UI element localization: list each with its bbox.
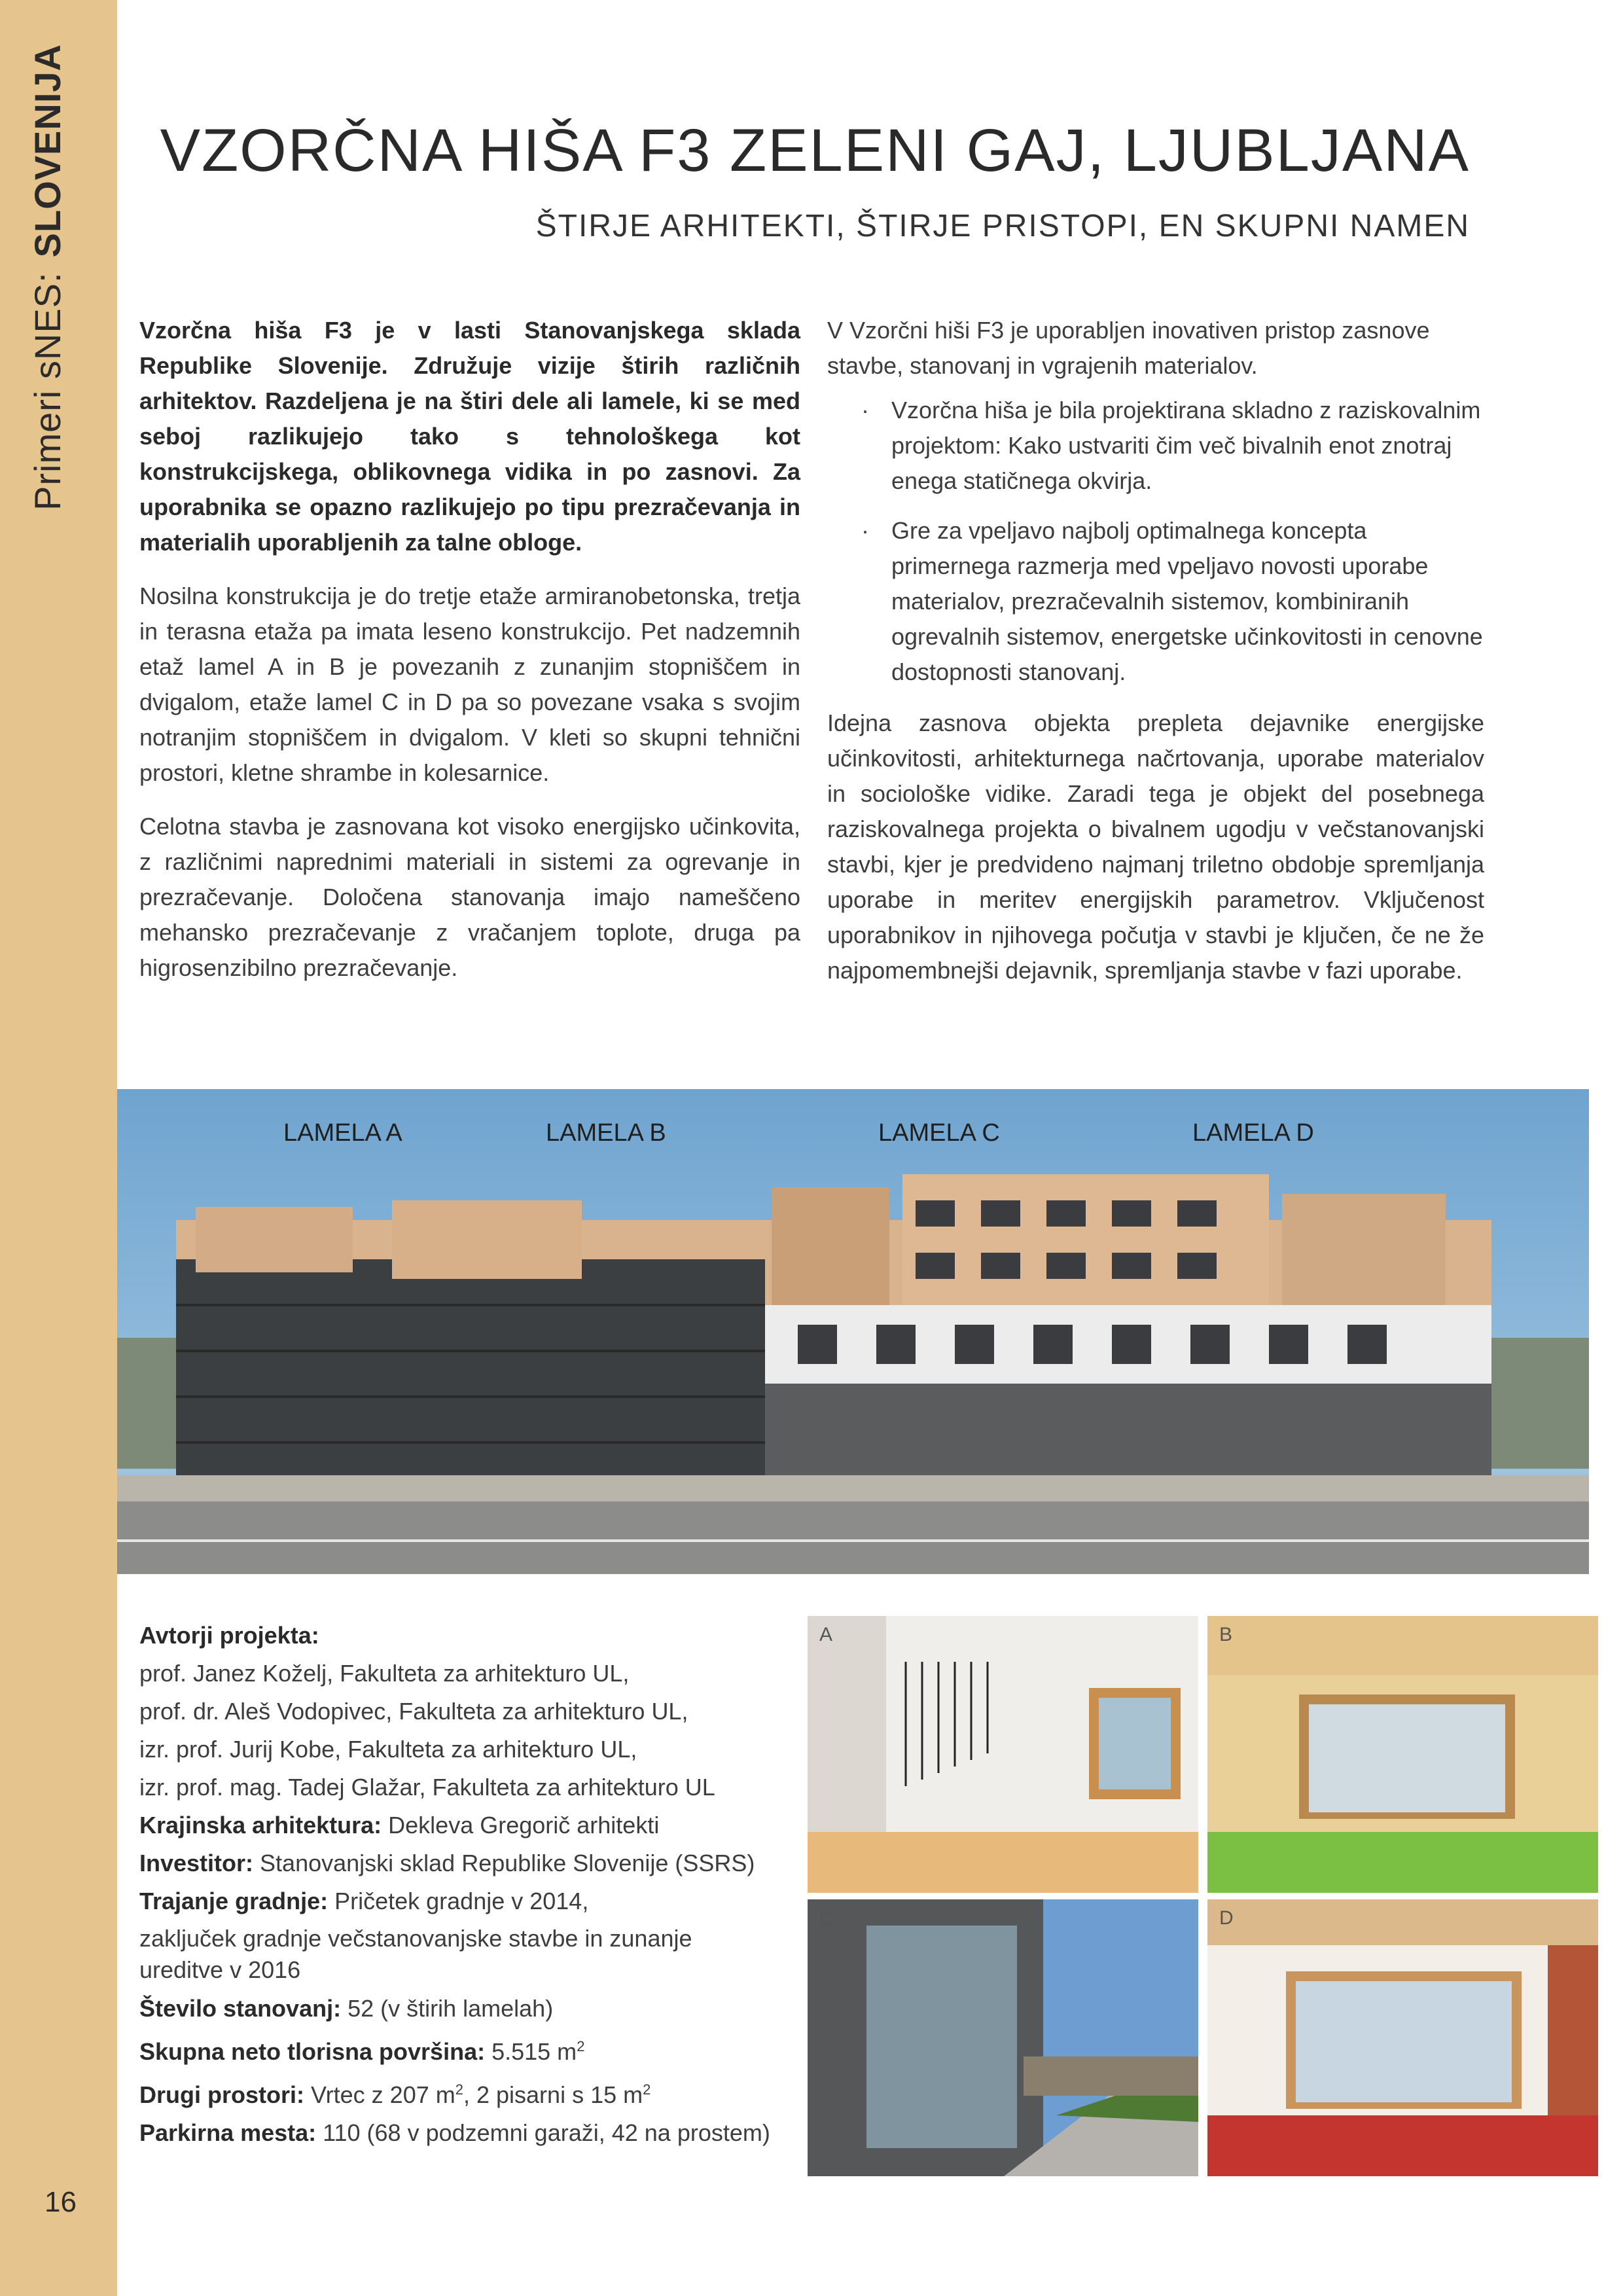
lead-paragraph: Vzorčna hiša F3 je v lasti Stanovanjskega sklada Republike Slovenije. Združuje vizije štirih različnih arhitektov. Razdeljena je na štiri dele ali lamele, ki se med seboj razlikujejo tako s tehnološkega kot konstrukcijskega, oblikovnega vidika in po zasnovi. Za uporabnika se opazno razlikujejo po tipu prezračevanja in materialih uporabljenih za talne obloge. — [139, 317, 800, 556]
other-value: Vrtec z 207 m — [304, 2081, 455, 2108]
authors-label: Avtorji projekta: — [139, 1622, 319, 1649]
bullet-icon: · — [861, 397, 869, 423]
thumb-letter: A — [819, 1624, 833, 1645]
author-line: izr. prof. mag. Tadej Glažar, Fakulteta za arhitekturo UL — [139, 1774, 715, 1801]
units-value: 52 (v štirih lamelah) — [341, 1995, 554, 2022]
author-line: prof. Janez Koželj, Fakulteta za arhitekturo UL, — [139, 1660, 630, 1687]
building-photo — [117, 1089, 1589, 1574]
bullet-text: Gre za vpeljavo najbolj optimalnega koncepta primernega razmerja med vpeljavo novosti uporabe materialov, prezračevalnih sistemov, kombiniranih ogrevalnih sistemov, energetske učinkovitosti in cenovne dostopnosti stanovanj. — [891, 517, 1483, 685]
area-unit-superscript: 2 — [577, 2038, 585, 2054]
landscape-value: Dekleva Gregorič arhitekti — [382, 1812, 660, 1839]
lamela-label: LAMELA A — [283, 1119, 402, 1147]
bullet-list — [827, 393, 1484, 690]
interior-photo-d — [1207, 1899, 1598, 2176]
thumb-letter: C — [819, 1907, 834, 1929]
interior-photo-a — [808, 1616, 1198, 1893]
other-unit-superscript: 2 — [455, 2081, 463, 2098]
interior-photo-b — [1207, 1616, 1598, 1893]
investor-value: Stanovanjski sklad Republike Slovenije (SSRS) — [253, 1850, 755, 1876]
duration-value: Pričetek gradnje v 2014, — [328, 1888, 589, 1914]
left-column — [139, 313, 800, 1004]
parking-label: Parkirna mesta: — [139, 2119, 317, 2146]
author-line: prof. dr. Aleš Vodopivec, Fakulteta za arhitekturo UL, — [139, 1698, 688, 1725]
page-number: 16 — [45, 2186, 77, 2218]
section-label-prefix: Primeri sNES: — [27, 272, 68, 511]
list-item — [827, 513, 1484, 690]
page-subtitle: ŠTIRJE ARHITEKTI, ŠTIRJE PRISTOPI, EN SKUPNI NAMEN — [535, 209, 1470, 243]
investor-label: Investitor: — [139, 1850, 254, 1876]
lamela-label: LAMELA B — [546, 1119, 666, 1147]
author-line: izr. prof. Jurij Kobe, Fakulteta za arhitekturo UL, — [139, 1736, 637, 1763]
lamela-label: LAMELA C — [878, 1119, 1000, 1147]
units-label: Število stanovanj: — [139, 1995, 342, 2022]
thumb-letter: B — [1219, 1624, 1233, 1645]
thumb-letter: D — [1219, 1907, 1234, 1929]
other-unit-superscript: 2 — [643, 2081, 651, 2098]
other-label: Drugi prostori: — [139, 2081, 304, 2108]
area-label: Skupna neto tlorisna površina: — [139, 2038, 486, 2065]
bullet-icon: · — [861, 517, 869, 544]
duration-line: zaključek gradnje večstanovanjske stavbe in zunanje — [139, 1925, 692, 1952]
duration-label: Trajanje gradnje: — [139, 1888, 329, 1914]
duration-line: ureditve v 2016 — [139, 1956, 301, 1983]
right-column — [827, 313, 1484, 1007]
energy-paragraph: Celotna stavba je zasnovana kot visoko energijsko učinkovita, z različnimi naprednimi materiali in sistemi za ogrevanje in prezračevanje. Določena stanovanja imajo nameščeno mehansko prezračevanje z vračanjem toplote, druga pa higrosenzibilno prezračevanje. — [139, 813, 800, 981]
page-title: VZORČNA HIŠA F3 ZELENI GAJ, LJUBLJANA — [160, 117, 1470, 184]
area-value: 5.515 m — [485, 2038, 577, 2065]
research-paragraph: Idejna zasnova objekta prepleta dejavnike energijske učinkovitosti, arhitekturnega načrtovanja, uporabe materialov in sociološke vidike. Zaradi tega je objekt del posebnega raziskovalnega projekta o bivalnem ugodju v večstanovanjski stavbi, kjer je predvideno najmanj triletno obdobje spremljanja uporabe in meritev energijskih parametrov. Vključenost uporabnikov in njihovega počutja v stavbi je ključen, če ne že najpomembnejši dejavnik, spremljanja stavbe v fazi uporabe. — [827, 709, 1484, 984]
bullet-text: Vzorčna hiša je bila projektirana skladno z raziskovalnim projektom: Kako ustvariti čim več bivalnih enot znotraj enega statičnega okvirja. — [891, 397, 1481, 494]
section-label-country: SLOVENIJA — [27, 44, 68, 258]
parking-value: 110 (68 v podzemni garaži, 42 na prostem) — [316, 2119, 770, 2146]
exterior-photo-c — [808, 1899, 1198, 2176]
lamela-label: LAMELA D — [1192, 1119, 1314, 1147]
structure-paragraph: Nosilna konstrukcija je do tretje etaže armiranobetonska, tretja in terasna etaža pa imata leseno konstrukcijo. Pet nadzemnih etaž lamel A in B je povezanih z zunanjim stopniščem in dvigalom, etaže lamel C in D pa so povezane vsaka s svojim notranjim stopniščem in dvigalom. V kleti so skupni tehnični prostori, kletne shrambe in kolesarnice. — [139, 583, 800, 786]
list-item — [827, 393, 1484, 499]
other-value: , 2 pisarni s 15 m — [463, 2081, 643, 2108]
intro-paragraph: V Vzorčni hiši F3 je uporabljen inovativen pristop zasnove stavbe, stanovanj in vgrajenih materialov. — [827, 317, 1430, 379]
project-credits — [139, 1617, 800, 2152]
landscape-label: Krajinska arhitektura: — [139, 1812, 382, 1839]
